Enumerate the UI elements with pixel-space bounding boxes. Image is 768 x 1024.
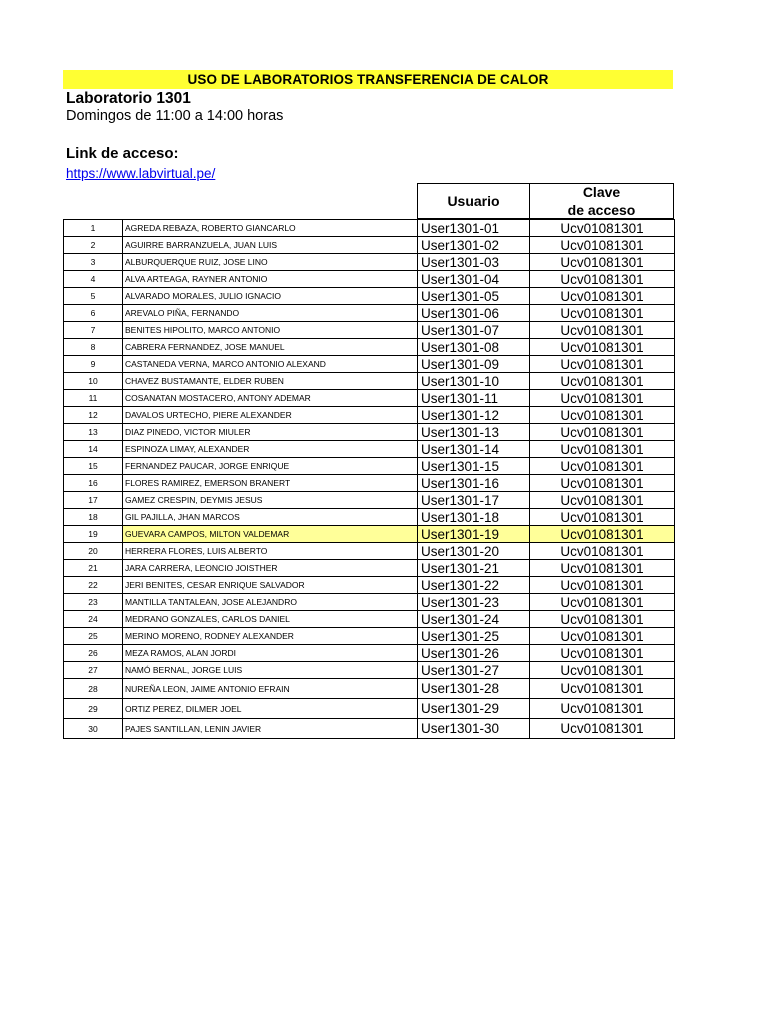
access-password: Ucv01081301: [530, 699, 675, 719]
student-name: GIL PAJILLA, JHAN MARCOS: [123, 509, 418, 526]
student-name: PAJES SANTILLAN, LENIN JAVIER: [123, 719, 418, 739]
access-password: Ucv01081301: [530, 719, 675, 739]
table-row: [64, 560, 675, 577]
row-number: 1: [64, 220, 123, 237]
document-title: USO DE LABORATORIOS TRANSFERENCIA DE CALOR: [63, 70, 673, 89]
row-number: 28: [64, 679, 123, 699]
table-row: [64, 254, 675, 271]
student-name: NUREÑA LEON, JAIME ANTONIO EFRAIN: [123, 679, 418, 699]
table-row: [64, 407, 675, 424]
username: User1301-08: [418, 339, 530, 356]
schedule-text: Domingos de 11:00 a 14:00 horas: [66, 108, 284, 124]
student-name: NAMÓ BERNAL, JORGE LUIS: [123, 662, 418, 679]
row-number: 12: [64, 407, 123, 424]
username: User1301-09: [418, 356, 530, 373]
access-password: Ucv01081301: [530, 560, 675, 577]
access-password: Ucv01081301: [530, 611, 675, 628]
table-row: [64, 577, 675, 594]
column-header-user-label: Usuario: [447, 193, 500, 209]
username: User1301-30: [418, 719, 530, 739]
row-number: 29: [64, 699, 123, 719]
username: User1301-03: [418, 254, 530, 271]
table-row: [64, 699, 675, 719]
table-row: [64, 509, 675, 526]
table-row: [64, 271, 675, 288]
table-row: [64, 475, 675, 492]
student-name: AGUIRRE BARRANZUELA, JUAN LUIS: [123, 237, 418, 254]
row-number: 5: [64, 288, 123, 305]
access-password: Ucv01081301: [530, 492, 675, 509]
row-number: 21: [64, 560, 123, 577]
row-number: 16: [64, 475, 123, 492]
access-password: Ucv01081301: [530, 237, 675, 254]
table-row: [64, 611, 675, 628]
row-number: 18: [64, 509, 123, 526]
row-number: 19: [64, 526, 123, 543]
table-row: [64, 390, 675, 407]
student-name: FERNANDEZ PAUCAR, JORGE ENRIQUE: [123, 458, 418, 475]
access-password: Ucv01081301: [530, 407, 675, 424]
username: User1301-04: [418, 271, 530, 288]
row-number: 23: [64, 594, 123, 611]
table-row: [64, 322, 675, 339]
student-name: ALVARADO MORALES, JULIO IGNACIO: [123, 288, 418, 305]
table-row: [64, 662, 675, 679]
username: User1301-21: [418, 560, 530, 577]
student-name: MEZA RAMOS, ALAN JORDI: [123, 645, 418, 662]
row-number: 22: [64, 577, 123, 594]
student-name: ORTIZ PEREZ, DILMER JOEL: [123, 699, 418, 719]
student-name: DAVALOS URTECHO, PIERE ALEXANDER: [123, 407, 418, 424]
username: User1301-02: [418, 237, 530, 254]
student-name: FLORES RAMIREZ, EMERSON BRANERT: [123, 475, 418, 492]
student-name: GAMEZ CRESPIN, DEYMIS JESUS: [123, 492, 418, 509]
access-password: Ucv01081301: [530, 594, 675, 611]
access-password: Ucv01081301: [530, 577, 675, 594]
row-number: 9: [64, 356, 123, 373]
access-password: Ucv01081301: [530, 645, 675, 662]
username: User1301-10: [418, 373, 530, 390]
row-number: 3: [64, 254, 123, 271]
username: User1301-13: [418, 424, 530, 441]
table-row: [64, 373, 675, 390]
table-row: [64, 237, 675, 254]
table-row: [64, 339, 675, 356]
access-password: Ucv01081301: [530, 288, 675, 305]
student-name: GUEVARA CAMPOS, MILTON VALDEMAR: [123, 526, 418, 543]
row-number: 7: [64, 322, 123, 339]
access-password: Ucv01081301: [530, 475, 675, 492]
column-header-password: [529, 183, 674, 219]
student-name: MANTILLA TANTALEAN, JOSE ALEJANDRO: [123, 594, 418, 611]
table-row: [64, 441, 675, 458]
access-password: Ucv01081301: [530, 373, 675, 390]
row-number: 10: [64, 373, 123, 390]
row-number: 27: [64, 662, 123, 679]
access-password: Ucv01081301: [530, 339, 675, 356]
roster-table: [63, 219, 675, 739]
student-name: DIAZ PINEDO, VICTOR MIULER: [123, 424, 418, 441]
student-name: MEDRANO GONZALES, CARLOS DANIEL: [123, 611, 418, 628]
username: User1301-26: [418, 645, 530, 662]
username: User1301-11: [418, 390, 530, 407]
table-row: [64, 543, 675, 560]
username: User1301-28: [418, 679, 530, 699]
access-password: Ucv01081301: [530, 679, 675, 699]
access-password: Ucv01081301: [530, 509, 675, 526]
access-password: Ucv01081301: [530, 220, 675, 237]
row-number: 13: [64, 424, 123, 441]
access-password: Ucv01081301: [530, 424, 675, 441]
student-name: AREVALO PIÑA, FERNANDO: [123, 305, 418, 322]
table-row: [64, 679, 675, 699]
username: User1301-16: [418, 475, 530, 492]
student-name: JERI BENITES, CESAR ENRIQUE SALVADOR: [123, 577, 418, 594]
username: User1301-18: [418, 509, 530, 526]
access-link[interactable]: https://www.labvirtual.pe/: [66, 166, 216, 181]
student-name: COSANATAN MOSTACERO, ANTONY ADEMAR: [123, 390, 418, 407]
student-name: ESPINOZA LIMAY, ALEXANDER: [123, 441, 418, 458]
column-header-password-line2: de acceso: [567, 202, 636, 218]
username: User1301-06: [418, 305, 530, 322]
table-row: [64, 719, 675, 739]
username: User1301-25: [418, 628, 530, 645]
access-password: Ucv01081301: [530, 390, 675, 407]
row-number: 17: [64, 492, 123, 509]
table-row: [64, 356, 675, 373]
row-number: 4: [64, 271, 123, 288]
username: User1301-24: [418, 611, 530, 628]
username: User1301-23: [418, 594, 530, 611]
access-password: Ucv01081301: [530, 322, 675, 339]
row-number: 6: [64, 305, 123, 322]
student-name: MERINO MORENO, RODNEY ALEXANDER: [123, 628, 418, 645]
table-row: [64, 305, 675, 322]
roster-body: [64, 220, 675, 739]
table-row: [64, 526, 675, 543]
table-row: [64, 458, 675, 475]
link-label: Link de acceso:: [66, 145, 179, 162]
table-row: [64, 628, 675, 645]
access-password: Ucv01081301: [530, 271, 675, 288]
username: User1301-29: [418, 699, 530, 719]
username: User1301-12: [418, 407, 530, 424]
row-number: 15: [64, 458, 123, 475]
table-row: [64, 594, 675, 611]
lab-title: Laboratorio 1301: [66, 90, 191, 107]
username: User1301-01: [418, 220, 530, 237]
access-password: Ucv01081301: [530, 305, 675, 322]
row-number: 20: [64, 543, 123, 560]
table-row: [64, 645, 675, 662]
row-number: 2: [64, 237, 123, 254]
row-number: 11: [64, 390, 123, 407]
access-password: Ucv01081301: [530, 441, 675, 458]
student-name: ALVA ARTEAGA, RAYNER ANTONIO: [123, 271, 418, 288]
row-number: 8: [64, 339, 123, 356]
table-row: [64, 424, 675, 441]
username: User1301-22: [418, 577, 530, 594]
student-name: JARA CARRERA, LEONCIO JOISTHER: [123, 560, 418, 577]
row-number: 14: [64, 441, 123, 458]
username: User1301-07: [418, 322, 530, 339]
access-password: Ucv01081301: [530, 356, 675, 373]
access-password: Ucv01081301: [530, 526, 675, 543]
student-name: BENITES HIPOLITO, MARCO ANTONIO: [123, 322, 418, 339]
username: User1301-19: [418, 526, 530, 543]
table-row: [64, 220, 675, 237]
username: User1301-05: [418, 288, 530, 305]
access-password: Ucv01081301: [530, 254, 675, 271]
access-password: Ucv01081301: [530, 628, 675, 645]
row-number: 26: [64, 645, 123, 662]
username: User1301-17: [418, 492, 530, 509]
row-number: 25: [64, 628, 123, 645]
row-number: 24: [64, 611, 123, 628]
access-password: Ucv01081301: [530, 662, 675, 679]
student-name: AGREDA REBAZA, ROBERTO GIANCARLO: [123, 220, 418, 237]
username: User1301-20: [418, 543, 530, 560]
access-password: Ucv01081301: [530, 458, 675, 475]
student-name: CHAVEZ BUSTAMANTE, ELDER RUBEN: [123, 373, 418, 390]
column-header-user: [417, 183, 530, 219]
username: User1301-27: [418, 662, 530, 679]
table-row: [64, 492, 675, 509]
username: User1301-14: [418, 441, 530, 458]
student-name: HERRERA FLORES, LUIS ALBERTO: [123, 543, 418, 560]
column-header-password-line1: Clave: [582, 184, 621, 200]
student-name: ALBURQUERQUE RUIZ, JOSE LINO: [123, 254, 418, 271]
access-password: Ucv01081301: [530, 543, 675, 560]
row-number: 30: [64, 719, 123, 739]
student-name: CASTANEDA VERNA, MARCO ANTONIO ALEXAND: [123, 356, 418, 373]
student-name: CABRERA FERNANDEZ, JOSE MANUEL: [123, 339, 418, 356]
table-row: [64, 288, 675, 305]
username: User1301-15: [418, 458, 530, 475]
